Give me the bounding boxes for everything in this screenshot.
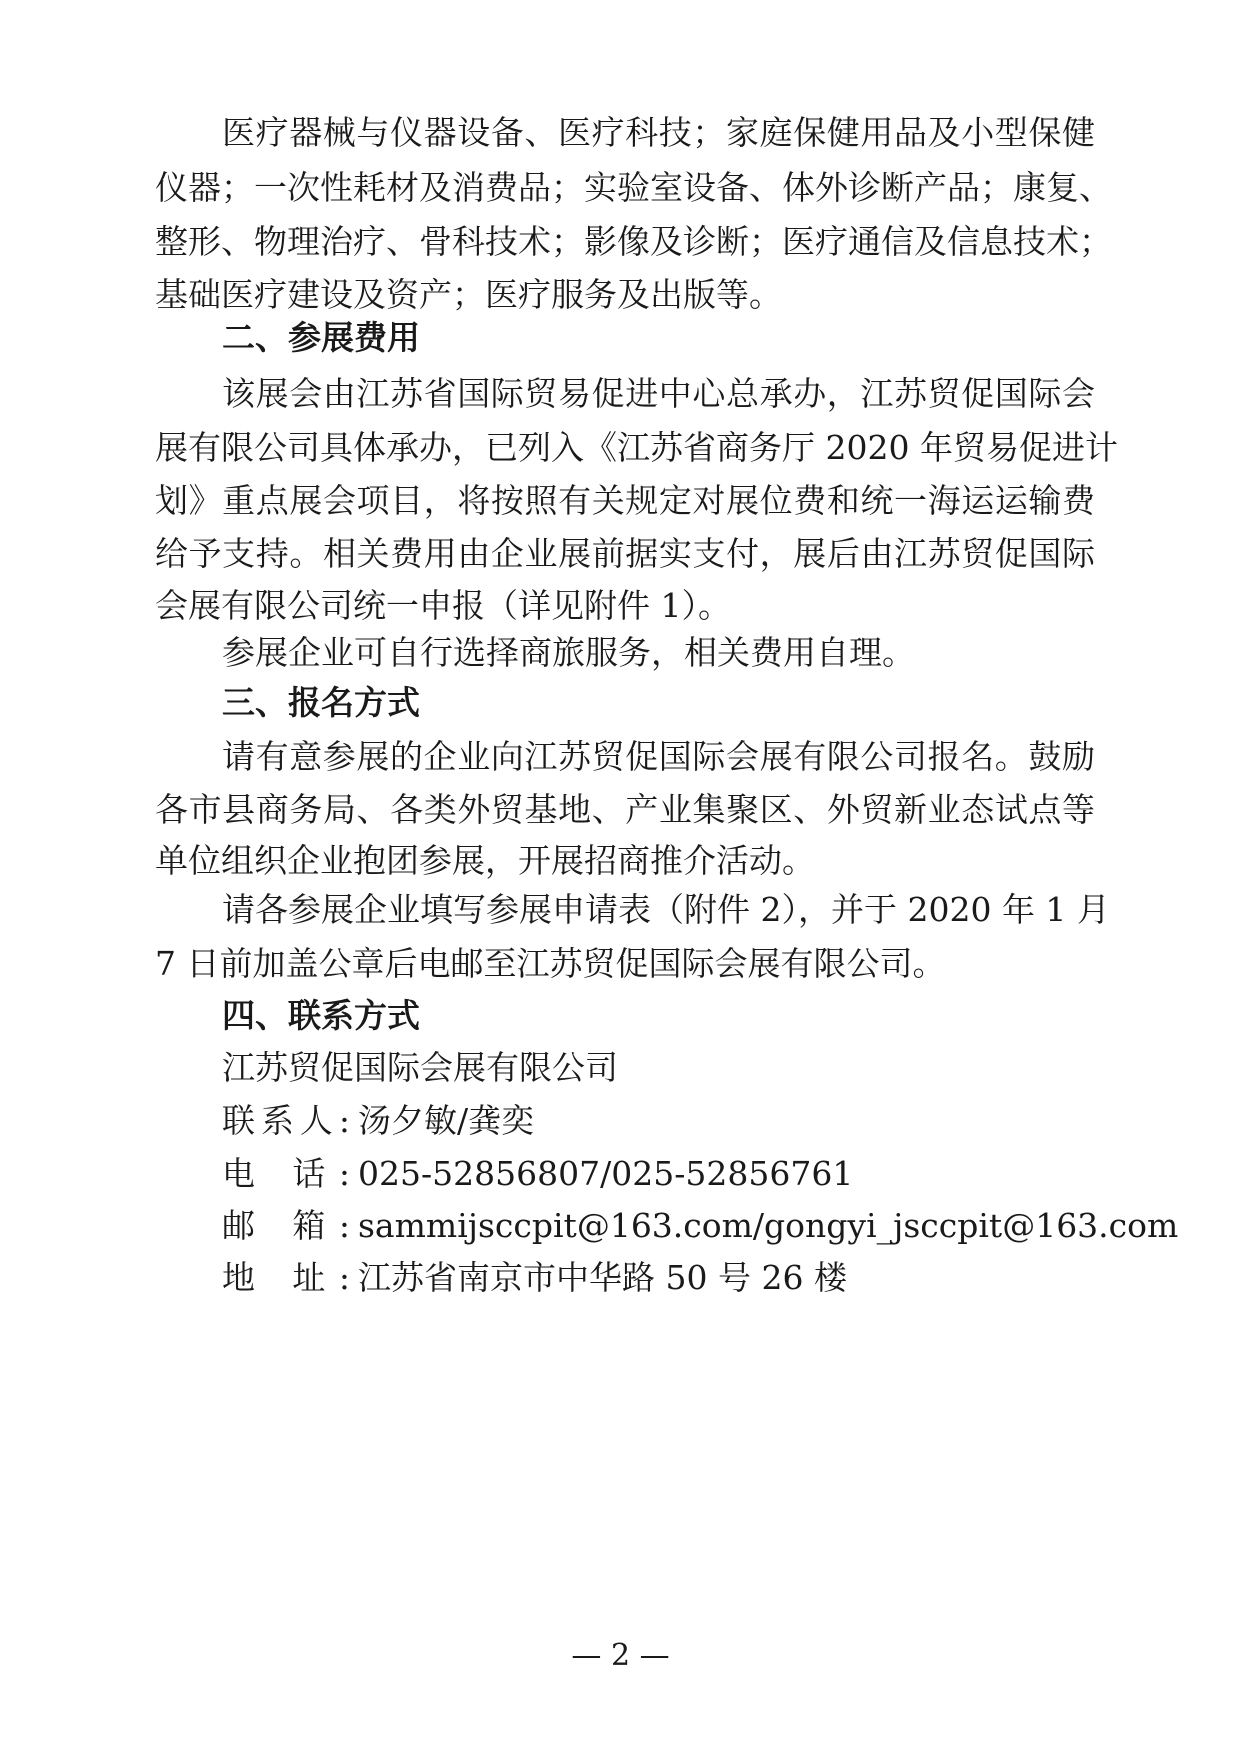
paragraph-line: 请各参展企业填写参展申请表（附件 2），并于 2020 年 1 月 [222,890,1110,929]
address-row [222,1258,847,1298]
contact-person-row [222,1101,534,1141]
company-name: 江苏贸促国际会展有限公司 [222,1048,618,1087]
paragraph-line: 仪器；一次性耗材及消费品；实验室设备、体外诊断产品；康复、 [155,168,1112,207]
email-label: 邮 箱: [222,1206,350,1245]
contact-person-value: 汤夕敏/龚奕 [358,1101,535,1140]
address-label: 地 址: [222,1258,350,1297]
paragraph-line: 展有限公司具体承办，已列入《江苏省商务厅 2020 年贸易促进计 [155,428,1118,467]
paragraph-line: 给予支持。相关费用由企业展前据实支付，展后由江苏贸促国际 [155,534,1095,573]
email-row [222,1206,1178,1246]
phone-value: 025-52856807/025-52856761 [358,1154,854,1193]
paragraph-line: 整形、物理治疗、骨科技术；影像及诊断；医疗通信及信息技术； [155,222,1112,261]
paragraph-line: 请有意参展的企业向江苏贸促国际会展有限公司报名。鼓励 [222,737,1095,776]
paragraph-line: 会展有限公司统一申报（详见附件 1）。 [155,586,731,625]
section-heading-registration: 三、报名方式 [222,683,420,722]
phone-label: 电 话: [222,1154,350,1193]
contact-person-label: 联系人: [222,1101,350,1140]
paragraph-line: 各市县商务局、各类外贸基地、产业集聚区、外贸新业态试点等 [155,790,1095,829]
email-value: sammijsccpit@163.com/gongyi_jsccpit@163.com [358,1206,1179,1245]
paragraph-line: 单位组织企业抱团参展，开展招商推介活动。 [155,841,815,880]
section-heading-contact: 四、联系方式 [222,996,420,1035]
paragraph-line: 7 日前加盖公章后电邮至江苏贸促国际会展有限公司。 [155,944,946,983]
paragraph-line: 基础医疗建设及资产；医疗服务及出版等。 [155,275,782,314]
paragraph-line: 划》重点展会项目，将按照有关规定对展位费和统一海运运输费 [155,481,1095,520]
page-number: — 2 — [571,1638,670,1673]
paragraph-line: 该展会由江苏省国际贸易促进中心总承办，江苏贸促国际会 [222,374,1095,413]
address-value: 江苏省南京市中华路 50 号 26 楼 [358,1258,847,1297]
paragraph-line: 参展企业可自行选择商旅服务，相关费用自理。 [222,633,915,672]
section-heading-fees: 二、参展费用 [222,318,420,357]
phone-row [222,1154,853,1194]
paragraph-line: 医疗器械与仪器设备、医疗科技；家庭保健用品及小型保健 [222,113,1095,152]
